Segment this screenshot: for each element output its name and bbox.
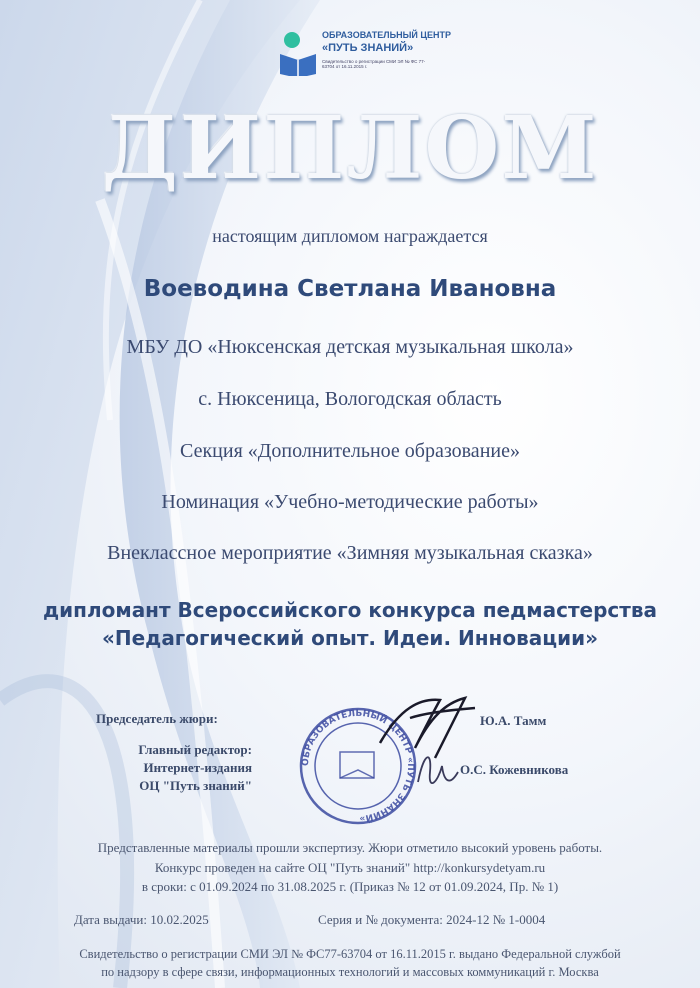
work-title: Внеклассное мероприятие «Зимняя музыкальная сказка»	[107, 542, 593, 564]
registration-line2: по надзору в сфере связи, информационных технологий и массовых коммуникаций г. Москва	[101, 965, 599, 979]
stamp-text: ОБРАЗОВАТЕЛЬНЫЙ ЦЕНТР «ПУТЬ ЗНАНИЙ»	[300, 708, 416, 824]
footer-line2: Конкурс проведен на сайте ОЦ "Путь знаний" http://konkursydetyam.ru	[154, 860, 546, 875]
diploma-title: ДИПЛОМ	[101, 98, 599, 199]
registration-line1: Свидетельство о регистрации СМИ ЭЛ № ФС77-63704 от 16.11.2015 г. выдано Федеральной службой	[79, 947, 621, 961]
logo	[278, 28, 451, 78]
logo-line2: «ПУТЬ ЗНАНИЙ»	[322, 42, 414, 54]
organization: МБУ ДО «Нюксенская детская музыкальная школа»	[126, 336, 574, 358]
editor-label-3: ОЦ "Путь знаний"	[139, 778, 252, 793]
document-series: Серия и № документа: 2024-12 № 1-0004	[318, 912, 546, 927]
location: с. Нюксеница, Вологодская область	[198, 388, 502, 410]
editor-label-1: Главный редактор:	[138, 742, 252, 757]
book-reader-icon	[278, 30, 318, 76]
award-line: настоящим дипломом награждается	[212, 226, 488, 246]
logo-line1: ОБРАЗОВАТЕЛЬНЫЙ ЦЕНТР	[322, 30, 451, 40]
editor-label-2: Интернет-издания	[143, 760, 252, 775]
logo-line3: Свидетельство о регистрации СМИ ЭЛ № ФС 77-63704 от 16.11.2015 г.	[322, 59, 426, 69]
recipient-name: Воеводина Светлана Ивановна	[143, 276, 557, 302]
nomination: Номинация «Учебно-методические работы»	[161, 491, 539, 513]
footer-line3: в сроки: с 01.09.2024 по 31.08.2025 г. (Приказ № 12 от 01.09.2024, Пр. № 1)	[141, 879, 559, 894]
section: Секция «Дополнительное образование»	[180, 440, 520, 462]
result-line2: «Педагогический опыт. Идеи. Инновации»	[101, 626, 599, 650]
jury-chair-name: Ю.А. Тамм	[480, 713, 547, 728]
footer-line1: Представленные материалы прошли экспертизу. Жюри отметило высокий уровень работы.	[97, 840, 603, 855]
editor-name: О.С. Кожевникова	[460, 762, 569, 777]
issue-date: Дата выдачи: 10.02.2025	[74, 912, 209, 927]
jury-chair-label: Председатель жюри:	[96, 711, 218, 726]
result-line1: дипломант Всероссийского конкурса педмастерства	[42, 598, 658, 622]
